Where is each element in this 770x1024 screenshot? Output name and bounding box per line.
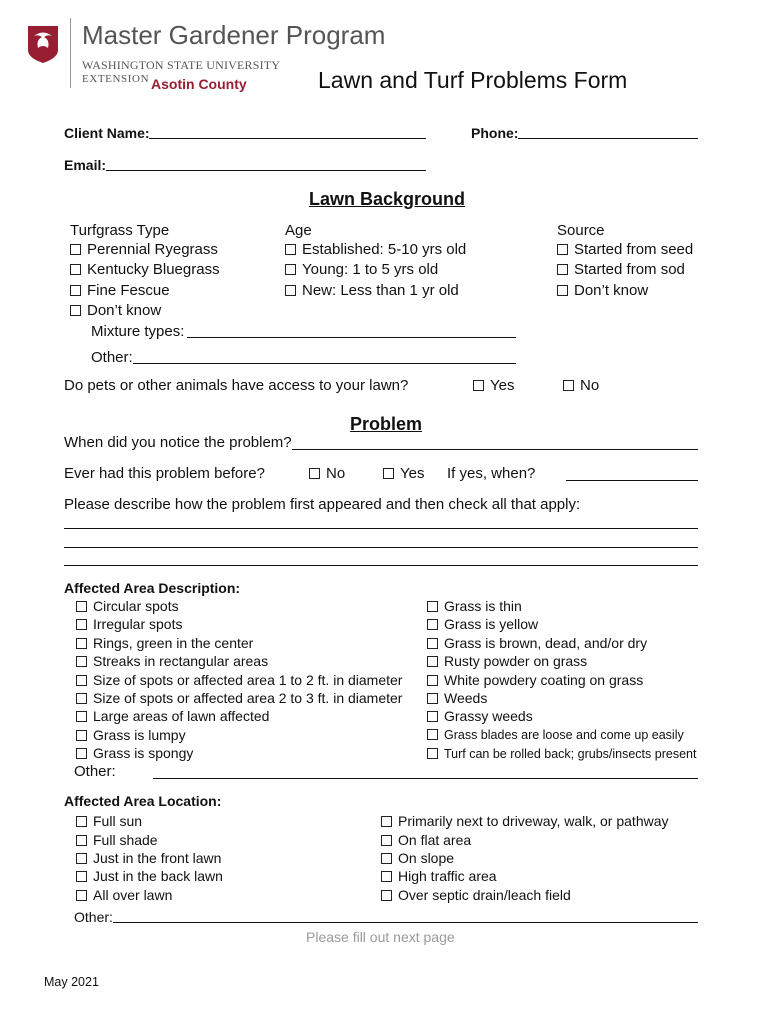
university-name: WASHINGTON STATE UNIVERSITY	[82, 58, 281, 72]
checkbox[interactable]	[76, 730, 87, 741]
checkbox[interactable]	[309, 468, 320, 479]
checkbox[interactable]	[381, 853, 392, 864]
turfgrass-type-title: Turfgrass Type	[70, 222, 170, 239]
phone-field[interactable]	[518, 138, 698, 139]
area-description-title: Affected Area Description:	[64, 580, 241, 596]
age-option[interactable]: New: Less than 1 yr old	[285, 282, 459, 299]
when-noticed-field[interactable]	[292, 449, 698, 450]
checkbox[interactable]	[427, 748, 438, 759]
checkbox[interactable]	[381, 835, 392, 846]
turfgrass-option[interactable]: Perennial Ryegrass	[70, 241, 218, 258]
source-option[interactable]: Started from seed	[557, 241, 693, 258]
checkbox[interactable]	[76, 638, 87, 649]
area-description-option[interactable]: White powdery coating on grass	[427, 672, 643, 688]
area-description-option[interactable]: Grass is thin	[427, 598, 522, 614]
area-location-option[interactable]: Full sun	[76, 813, 142, 829]
describe-line-2[interactable]	[64, 547, 698, 548]
program-title: Master Gardener Program	[82, 20, 386, 50]
area-location-option[interactable]: On slope	[381, 850, 454, 866]
checkbox[interactable]	[76, 835, 87, 846]
describe-line-3[interactable]	[64, 565, 698, 566]
client-name-label: Client Name:	[64, 125, 150, 141]
area-location-other-label: Other:	[74, 909, 113, 925]
checkbox[interactable]	[427, 619, 438, 630]
source-option[interactable]: Don’t know	[557, 282, 648, 299]
email-label: Email:	[64, 157, 107, 173]
turfgrass-other-field[interactable]	[133, 363, 516, 364]
checkbox[interactable]	[563, 380, 574, 391]
age-option[interactable]: Young: 1 to 5 yrs old	[285, 261, 438, 278]
source-title: Source	[557, 222, 605, 239]
if-yes-when-label: If yes, when?	[447, 465, 536, 482]
area-description-option[interactable]: Large areas of lawn affected	[76, 708, 269, 724]
area-description-option[interactable]: Rusty powder on grass	[427, 653, 587, 669]
area-location-option[interactable]: High traffic area	[381, 868, 497, 884]
turfgrass-option[interactable]: Don’t know	[70, 302, 161, 319]
footer-date: May 2021	[44, 975, 99, 989]
checkbox[interactable]	[76, 619, 87, 630]
checkbox[interactable]	[427, 675, 438, 686]
checkbox[interactable]	[76, 675, 87, 686]
turfgrass-option[interactable]: Kentucky Bluegrass	[70, 261, 220, 278]
checkbox[interactable]	[427, 638, 438, 649]
form-title: Lawn and Turf Problems Form	[318, 67, 628, 93]
area-location-other-field[interactable]	[113, 922, 698, 923]
age-option[interactable]: Established: 5-10 yrs old	[285, 241, 466, 258]
age-title: Age	[285, 222, 312, 239]
area-description-option[interactable]: Circular spots	[76, 598, 179, 614]
area-location-option[interactable]: Over septic drain/leach field	[381, 887, 571, 903]
area-description-other-label: Other:	[74, 763, 116, 780]
when-noticed-label: When did you notice the problem?	[64, 434, 292, 451]
checkbox[interactable]	[427, 729, 438, 740]
checkbox[interactable]	[381, 816, 392, 827]
area-description-option[interactable]: Streaks in rectangular areas	[76, 653, 268, 669]
area-description-option[interactable]: Weeds	[427, 690, 487, 706]
problem-heading: Problem	[350, 414, 423, 434]
checkbox[interactable]	[76, 748, 87, 759]
area-location-option[interactable]: Just in the back lawn	[76, 868, 223, 884]
checkbox[interactable]	[76, 656, 87, 667]
checkbox[interactable]	[76, 601, 87, 612]
area-description-option[interactable]: Grass blades are loose and come up easily	[427, 728, 684, 742]
checkbox[interactable]	[70, 264, 81, 275]
checkbox[interactable]	[427, 711, 438, 722]
county-name: Asotin County	[151, 76, 247, 92]
checkbox[interactable]	[285, 264, 296, 275]
area-description-option[interactable]: Irregular spots	[76, 616, 182, 632]
area-description-option[interactable]: Turf can be rolled back; grubs/insects present	[427, 747, 696, 761]
checkbox[interactable]	[285, 285, 296, 296]
checkbox[interactable]	[427, 601, 438, 612]
checkbox[interactable]	[383, 468, 394, 479]
turfgrass-other-label: Other:	[91, 349, 133, 366]
area-description-other-field[interactable]	[153, 778, 698, 779]
area-location-option[interactable]: All over lawn	[76, 887, 172, 903]
checkbox[interactable]	[76, 853, 87, 864]
describe-problem-label: Please describe how the problem first appeared and then check all that apply:	[64, 496, 581, 513]
area-description-option[interactable]: Rings, green in the center	[76, 635, 253, 651]
client-name-field[interactable]	[149, 138, 426, 139]
area-location-option[interactable]: On flat area	[381, 832, 471, 848]
area-location-option[interactable]: Primarily next to driveway, walk, or pathway	[381, 813, 669, 829]
checkbox[interactable]	[557, 264, 568, 275]
if-yes-when-field[interactable]	[566, 480, 698, 481]
mixture-types-field[interactable]	[187, 337, 516, 338]
checkbox[interactable]	[76, 693, 87, 704]
checkbox[interactable]	[76, 816, 87, 827]
pets-question: Do pets or other animals have access to your lawn?	[64, 377, 409, 394]
area-description-option[interactable]: Grass is spongy	[76, 745, 193, 761]
pets-no-option[interactable]: No	[563, 377, 599, 394]
checkbox[interactable]	[70, 244, 81, 255]
vertical-divider	[70, 18, 71, 88]
checkbox[interactable]	[557, 285, 568, 296]
checkbox[interactable]	[427, 693, 438, 704]
wsu-cougar-logo	[26, 24, 60, 64]
checkbox[interactable]	[70, 305, 81, 316]
area-description-option[interactable]: Size of spots or affected area 1 to 2 ft. in diameter	[76, 672, 402, 688]
checkbox[interactable]	[76, 890, 87, 901]
area-location-option[interactable]: Just in the front lawn	[76, 850, 221, 866]
pets-yes-option[interactable]: Yes	[473, 377, 514, 394]
area-description-option[interactable]: Grass is brown, dead, and/or dry	[427, 635, 647, 651]
had-before-label: Ever had this problem before?	[64, 465, 265, 482]
checkbox[interactable]	[427, 656, 438, 667]
area-description-option[interactable]: Grass is lumpy	[76, 727, 186, 743]
checkbox[interactable]	[76, 711, 87, 722]
checkbox[interactable]	[76, 871, 87, 882]
source-option[interactable]: Started from sod	[557, 261, 685, 278]
next-page-note: Please fill out next page	[306, 929, 455, 945]
email-field[interactable]	[106, 170, 426, 171]
phone-label: Phone:	[471, 125, 519, 141]
extension-label: EXTENSION	[82, 73, 150, 85]
checkbox[interactable]	[557, 244, 568, 255]
area-location-title: Affected Area Location:	[64, 793, 222, 809]
area-location-option[interactable]: Full shade	[76, 832, 158, 848]
had-before-yes-option[interactable]: Yes	[383, 465, 424, 482]
checkbox[interactable]	[70, 285, 81, 296]
checkbox[interactable]	[285, 244, 296, 255]
mixture-types-label: Mixture types:	[91, 323, 185, 340]
checkbox[interactable]	[473, 380, 484, 391]
checkbox[interactable]	[381, 871, 392, 882]
lawn-background-heading: Lawn Background	[309, 189, 466, 209]
area-description-option[interactable]: Size of spots or affected area 2 to 3 ft. in diameter	[76, 690, 402, 706]
area-description-option[interactable]: Grassy weeds	[427, 708, 533, 724]
checkbox[interactable]	[381, 890, 392, 901]
turfgrass-option[interactable]: Fine Fescue	[70, 282, 170, 299]
describe-line-1[interactable]	[64, 528, 698, 529]
area-description-option[interactable]: Grass is yellow	[427, 616, 538, 632]
had-before-no-option[interactable]: No	[309, 465, 345, 482]
